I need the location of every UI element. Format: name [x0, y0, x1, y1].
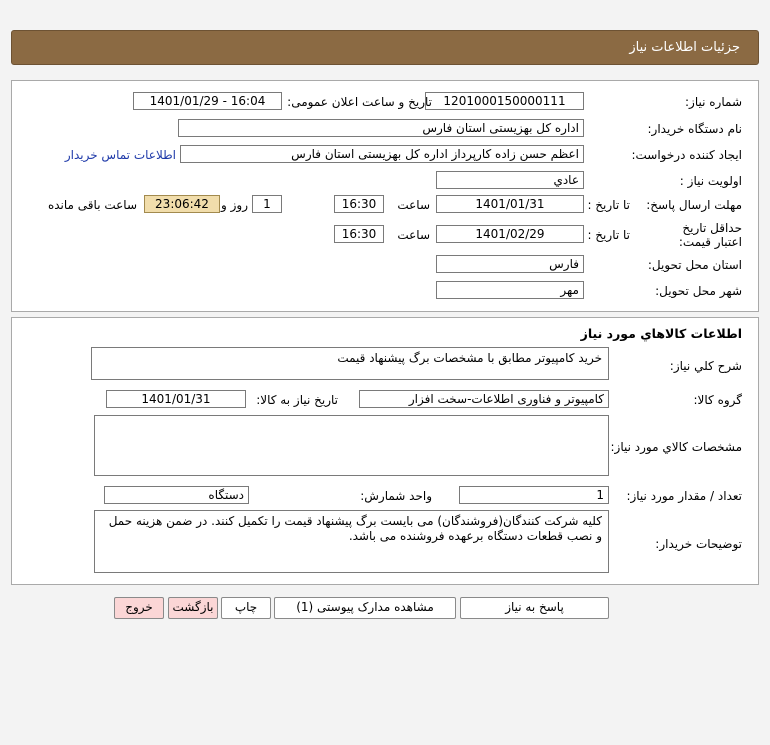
- validity-time-field: 16:30: [334, 225, 384, 243]
- announce-datetime-field: 1401/01/29 - 16:04: [133, 92, 282, 110]
- general-desc-field: خرید کامپیوتر مطابق با مشخصات برگ پیشنهاد قیمت: [91, 347, 609, 380]
- reply-button[interactable]: پاسخ به نیاز: [460, 597, 609, 619]
- creator-field: اعظم حسن زاده کارپرداز اداره کل بهزیستی استان فارس: [180, 145, 584, 163]
- deadline-label: مهلت ارسال پاسخ:: [646, 198, 742, 212]
- goods-section-title: اطلاعات کالاهاي مورد نياز: [580, 326, 742, 341]
- buyer-org-label: نام دستگاه خریدار:: [647, 122, 742, 136]
- buyer-org-field: اداره کل بهزیستی استان فارس: [178, 119, 584, 137]
- exit-button[interactable]: خروج: [114, 597, 164, 619]
- deadline-time-label: ساعت: [397, 198, 430, 212]
- remaining-time-label: ساعت باقی مانده: [47, 198, 137, 212]
- days-label: روز و: [221, 198, 248, 212]
- general-desc-label: شرح کلي نياز:: [669, 359, 742, 373]
- goods-specs-field: [94, 415, 609, 476]
- validity-label: حداقل تاریخ اعتبار قیمت:: [678, 221, 742, 249]
- quantity-field: 1: [459, 486, 609, 504]
- deadline-date-field: 1401/01/31: [436, 195, 584, 213]
- unit-field: دستگاه: [104, 486, 249, 504]
- priority-field: عادي: [436, 171, 584, 189]
- quantity-label: تعداد / مقدار مورد نیاز:: [626, 489, 742, 503]
- validity-to-date-label: تا تاریخ :: [587, 228, 630, 242]
- goods-group-field: کامپیوتر و فناوری اطلاعات-سخت افزار: [359, 390, 609, 408]
- need-info-panel: [11, 80, 759, 312]
- remaining-time-badge: 23:06:42: [144, 195, 220, 213]
- province-label: استان محل تحویل:: [647, 258, 742, 272]
- validity-date-field: 1401/02/29: [436, 225, 584, 243]
- back-button[interactable]: بازگشت: [168, 597, 218, 619]
- deadline-to-date-label: تا تاریخ :: [587, 198, 630, 212]
- goods-specs-label: مشخصات کالاي مورد نياز:: [610, 440, 742, 454]
- goods-group-label: گروه کالا:: [693, 393, 742, 407]
- priority-label: اولویت نیاز :: [679, 174, 742, 188]
- page-title: جزئیات اطلاعات نیاز: [629, 40, 740, 55]
- city-field: مهر: [436, 281, 584, 299]
- announce-datetime-label: تاریخ و ساعت اعلان عمومی:: [287, 95, 432, 109]
- unit-label: واحد شمارش:: [360, 489, 432, 503]
- need-number-label: شماره نیاز:: [685, 95, 742, 109]
- buyer-contact-link[interactable]: اطلاعات تماس خریدار: [64, 148, 176, 162]
- need-number-field: 1201000150000111: [425, 92, 584, 110]
- buyer-notes-field: کلیه شرکت کنندگان(فروشندگان) می بایست برگ پیشنهاد قیمت را تکمیل کنند. در ضمن هزینه حمل و نصب قطعات دستگاه برعهده فروشنده می باشد.: [94, 510, 609, 573]
- city-label: شهر محل تحویل:: [655, 284, 742, 298]
- page-header: [11, 30, 759, 65]
- need-date-label: تاریخ نیاز به کالا:: [256, 393, 338, 407]
- print-button[interactable]: چاپ: [221, 597, 271, 619]
- province-field: فارس: [436, 255, 584, 273]
- deadline-time-field: 16:30: [334, 195, 384, 213]
- days-remaining-field: 1: [252, 195, 282, 213]
- creator-label: ایجاد کننده درخواست:: [631, 148, 742, 162]
- validity-time-label: ساعت: [397, 228, 430, 242]
- view-attachments-button[interactable]: مشاهده مدارک پیوستی (1): [274, 597, 456, 619]
- need-date-field: 1401/01/31: [106, 390, 246, 408]
- buyer-notes-label: توضیحات خریدار:: [655, 537, 742, 551]
